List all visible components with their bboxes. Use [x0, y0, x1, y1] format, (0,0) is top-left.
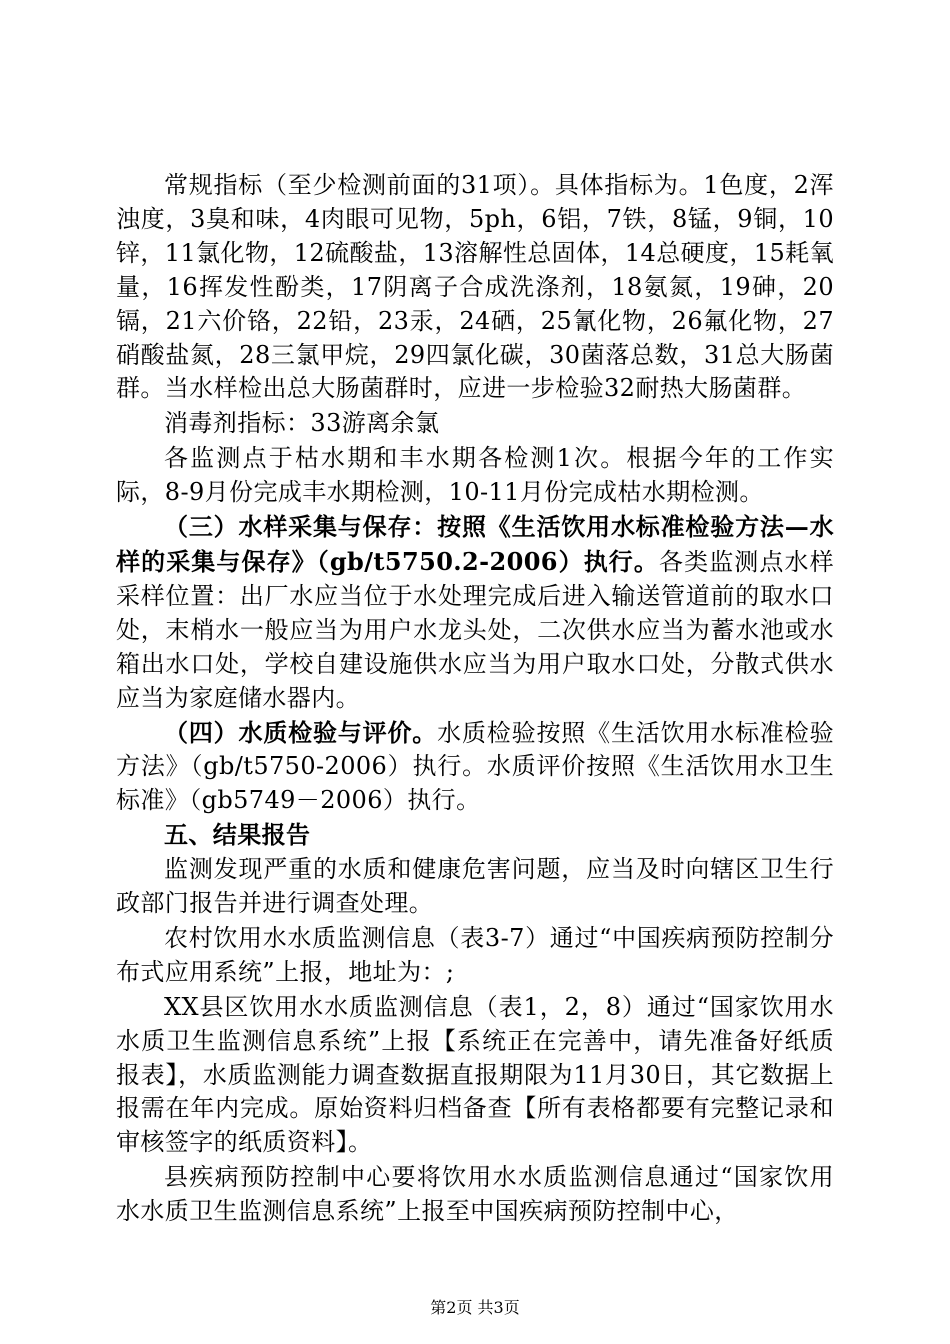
- paragraph-text: 县疾病预防控制中心要将饮用水水质监测信息通过“国家饮用水水质卫生监测信息系统”上报至中国疾病预防控制中心，: [116, 1163, 834, 1226]
- paragraph-text: 消毒剂指标：33游离余氯: [164, 409, 440, 438]
- page-number: 第2页 共3页: [430, 1298, 520, 1317]
- paragraph-disinfectant: [116, 406, 834, 441]
- paragraph-rural-reporting: [116, 921, 834, 990]
- document-body: [116, 168, 834, 1229]
- paragraph-text: 各类监测点水样采样位置：出厂水应当位于水处理完成后进入输送管道前的取水口处，末梢水一般应当为用户水龙头处，二次供水应当为蓄水池或水箱出水口处，学校自建设施供水应当为用户取水口处，分散式供水应当为家庭储水器内。: [116, 547, 834, 712]
- paragraph-text: XX县区饮用水水质监测信息（表1，2，8）通过“国家饮用水水质卫生监测信息系统”上报【系统正在完善中，请先准备好纸质报表】，水质监测能力调查数据直报期限为11月30日，其它数据上报需在年内完成。原始资料归档备查【所有表格都要有完整记录和审核签字的纸质资料】。: [116, 992, 834, 1157]
- paragraph-text: 各监测点于枯水期和丰水期各检测1次。根据今年的工作实际，8-9月份完成丰水期检测，10-11月份完成枯水期检测。: [116, 444, 834, 507]
- paragraph-sampling: [116, 510, 834, 715]
- page-footer: [0, 1298, 950, 1318]
- paragraph-lead: （四）水质检验与评价。: [164, 717, 438, 747]
- heading-text: 五、结果报告: [164, 820, 311, 850]
- paragraph-text: 常规指标（至少检测前面的31项）。具体指标为。1色度，2浑浊度，3臭和味，4肉眼可见物，5ph，6铝，7铁，8锰，9铜，10锌，11氯化物，12硫酸盐，13溶解性总固体，14总硬度，15耗氧量，16挥发性酚类，17阴离子合成洗涤剂，18氨氮，19砷，20镉，21六价铬，22铅，23汞，24硒，25氰化物，26氟化物，27硝酸盐氮，28三氯甲烷，29四氯化碳，30菌落总数，31总大肠菌群。当水样检出总大肠菌群时，应进一步检验32耐热大肠菌群。: [116, 171, 834, 403]
- paragraph-cdc-reporting: [116, 1160, 834, 1229]
- paragraph-frequency: [116, 441, 834, 510]
- paragraph-text: 农村饮用水水质监测信息（表3-7）通过“中国疾病预防控制分布式应用系统”上报，地址为：;: [116, 923, 834, 986]
- paragraph-text: 监测发现严重的水质和健康危害问题，应当及时向辖区卫生行政部门报告并进行调查处理。: [116, 855, 834, 918]
- paragraph-testing: [116, 716, 834, 819]
- paragraph-lead: （三）水样采集与保存：按照《生活饮用水标准检验方法—水样的采集与保存》（gb/t5750.2-2006）执行。: [116, 512, 834, 576]
- section-heading-results: [116, 818, 834, 852]
- paragraph-text: 水质检验按照《生活饮用水标准检验方法》（gb/t5750-2006）执行。水质评价按照《生活饮用水卫生标准》（gb5749－2006）执行。: [116, 718, 834, 815]
- paragraph-report-problems: [116, 852, 834, 921]
- paragraph-routine-indicators: [116, 168, 834, 406]
- paragraph-county-reporting: [116, 990, 834, 1161]
